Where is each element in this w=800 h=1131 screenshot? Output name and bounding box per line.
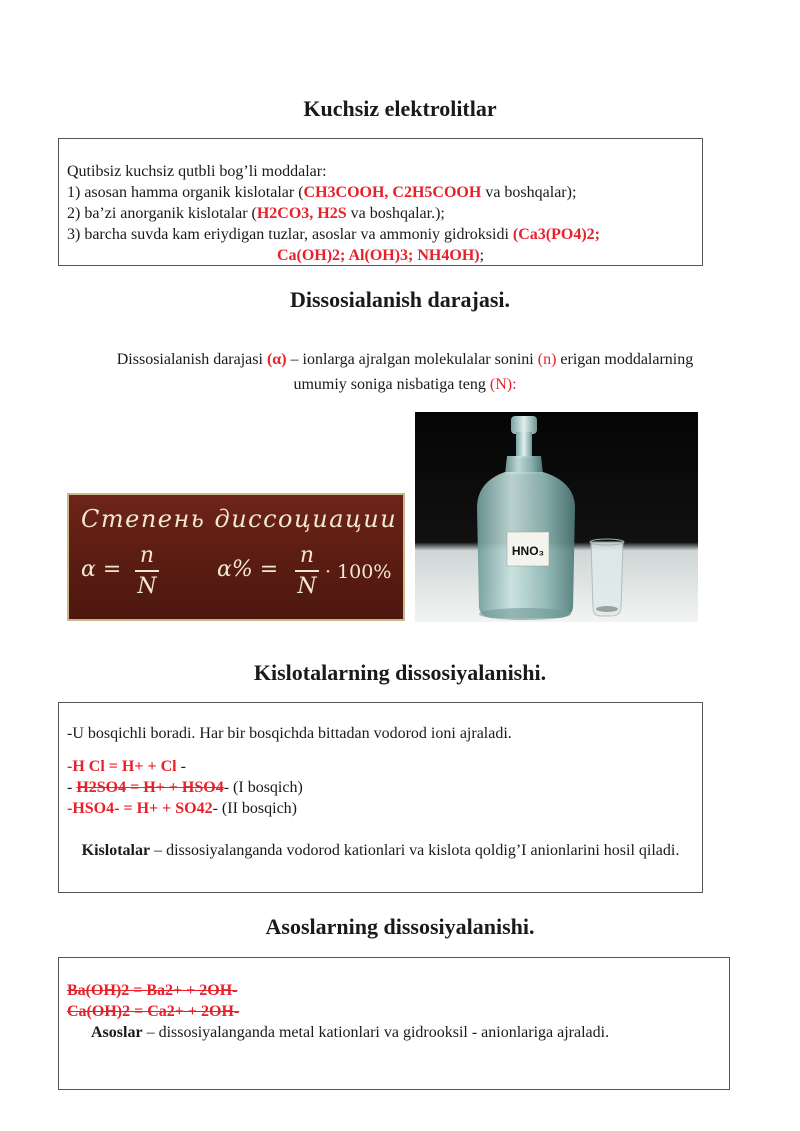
hno3-bottle-photo: [415, 412, 698, 622]
item-3: 3) barcha suvda kam eriydigan tuzlar, asoslar va ammoniy gidroksidi (Ca3(PO4)2;: [67, 226, 600, 243]
bottle-label: HNO₃: [511, 544, 545, 558]
heading-base-dissociation: Asoslarning dissosiyalanishi.: [265, 914, 535, 939]
base-dissociation-box: [58, 957, 730, 1090]
formula-title: Степень диссоциации: [81, 505, 398, 533]
dissociation-formula-image: [67, 493, 405, 621]
base-definition: Asoslar – dissosiyalanganda metal kationlari va gidrooksil - anionlariga ajraladi.: [91, 1024, 610, 1041]
intro-text: Qutibsiz kuchsiz qutbli bog’li moddalar:: [67, 163, 327, 180]
weak-electrolytes-box: [58, 138, 703, 266]
heading-weak-electrolytes: Kuchsiz elektrolitlar: [303, 96, 497, 121]
item-3-continued: Ca(OH)2; Al(OH)3; NH4OH);: [276, 247, 485, 264]
dissociation-definition: Dissosialanish darajasi (α) – ionlarga ajralgan molekulalar sonini (n) erigan moddalarning umumiy soniga nisbatiga teng (N):: [116, 351, 694, 393]
acid-definition: Kislotalar – dissosiyalanganda vodorod kationlari va kislota qoldig’I anionlarini hosil qiladi.: [81, 842, 680, 859]
formula-multiplier: · 100%: [325, 561, 392, 583]
item-2: 2) ba’zi anorganik kislotalar (H2CO3, H2S va boshqalar.);: [67, 205, 445, 222]
formula-alpha: α =: [81, 557, 122, 582]
acid-intro: -U bosqichli boradi. Har bir bosqichda bittadan vodorod ioni ajraladi.: [67, 725, 512, 742]
acid-equation-3: -HSO4- = H+ + SO42- (II bosqich): [67, 800, 298, 817]
base-equation-2: Ca(OH)2 = Ca2+ + 2OH-: [67, 1003, 240, 1020]
heading-acid-dissociation: Kislotalarning dissosiyalanishi.: [253, 660, 547, 685]
formula-alpha-percent: α% =: [217, 557, 279, 582]
acid-dissociation-box: [58, 702, 703, 893]
acid-equation-2: - H2SO4 = H+ + HSO4- (I bosqich): [67, 779, 303, 796]
formula-fraction-1: n N: [135, 543, 159, 599]
formula-fraction-2: n N: [295, 543, 319, 599]
base-equation-1: Ba(OH)2 = Ba2+ + 2OH-: [67, 982, 238, 999]
heading-dissociation-degree: Dissosialanish darajasi.: [289, 287, 511, 312]
acid-equation-1: -H Cl = H+ + Cl -: [67, 758, 186, 775]
item-1: 1) asosan hamma organik kislotalar (CH3COOH, C2H5COOH va boshqalar);: [67, 184, 577, 201]
